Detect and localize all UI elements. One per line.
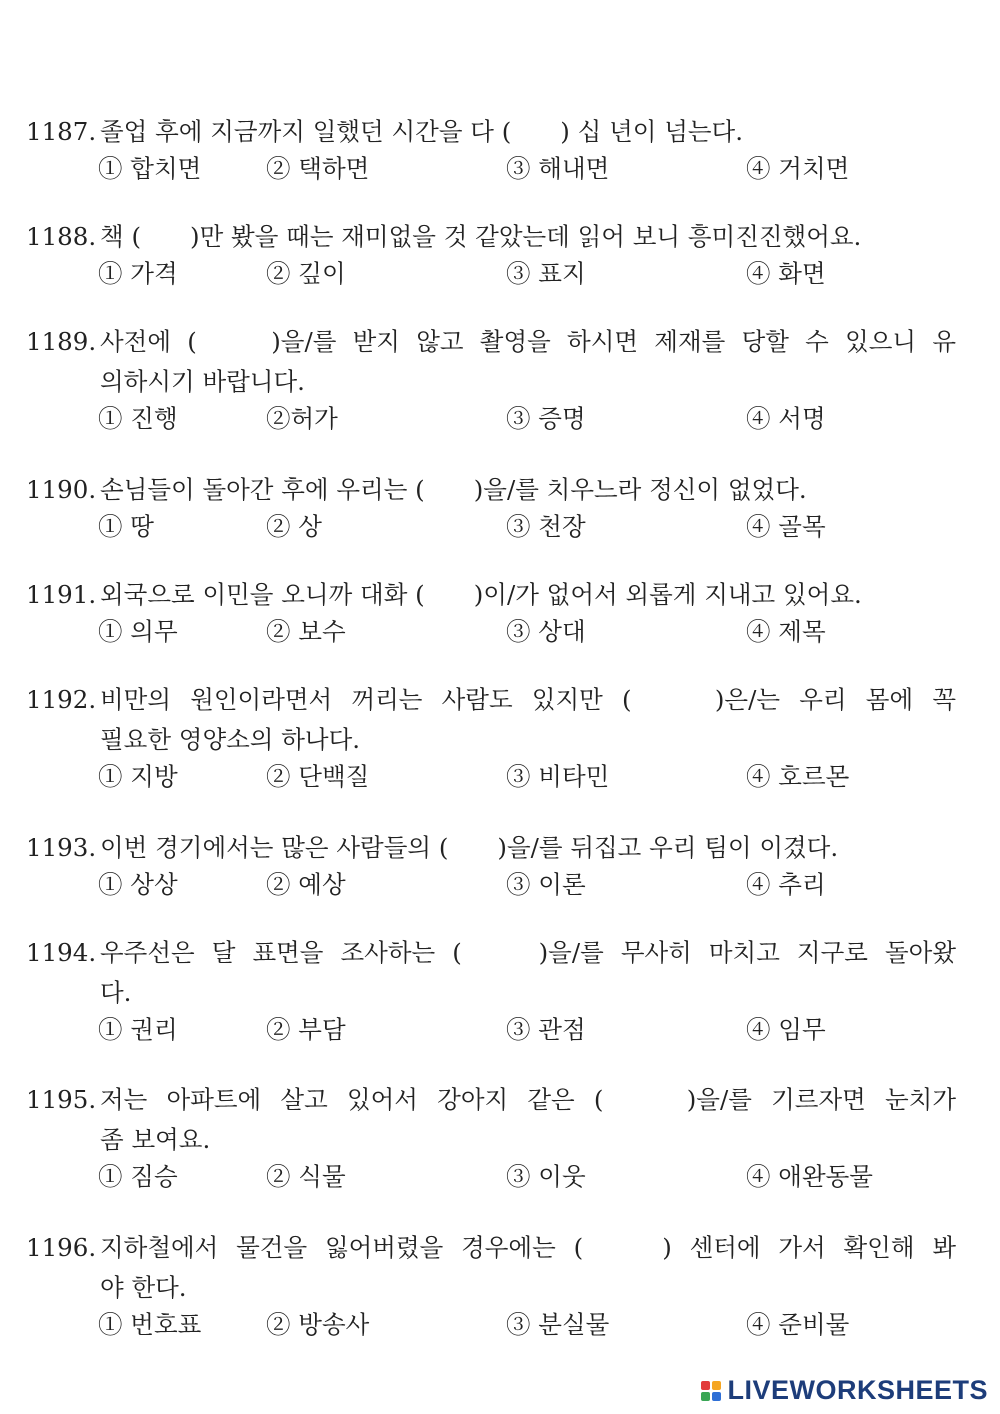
question-line [26, 217, 956, 257]
answer-option-4[interactable]: ④ 골목 [746, 512, 826, 541]
question-line [26, 470, 956, 510]
answer-option-4[interactable]: ④ 제목 [746, 617, 826, 646]
answer-option-3[interactable]: ③ 해내면 [506, 154, 610, 183]
question-number: 1190. [26, 475, 97, 504]
question-item [26, 322, 956, 439]
answer-options [26, 254, 956, 294]
answer-option-2[interactable]: ②허가 [266, 404, 338, 433]
answer-option-3[interactable]: ③ 표지 [506, 259, 586, 288]
answer-option-2[interactable]: ② 깊이 [266, 259, 346, 288]
answer-option-3[interactable]: ③ 증명 [506, 404, 586, 433]
answer-options [26, 507, 956, 547]
question-line-continued [26, 1268, 956, 1308]
question-line-continued [26, 973, 956, 1013]
answer-option-1[interactable]: ① 번호표 [98, 1310, 202, 1339]
question-text: 책 ( )만 봤을 때는 재미없을 것 같았는데 읽어 보니 흥미진진했어요. [100, 222, 862, 251]
answer-option-2[interactable]: ② 식물 [266, 1162, 346, 1191]
logo-square-blue [712, 1392, 721, 1401]
answer-options [26, 1157, 956, 1197]
question-text: 손님들이 돌아간 후에 우리는 ( )을/를 치우느라 정신이 없었다. [100, 475, 807, 504]
question-number: 1187. [26, 117, 97, 146]
answer-option-2[interactable]: ② 보수 [266, 617, 346, 646]
answer-options [26, 757, 956, 797]
question-text: 외국으로 이민을 오니까 대화 ( )이/가 없어서 외롭게 지내고 있어요. [100, 580, 862, 609]
question-item [26, 470, 956, 547]
question-number: 1196. [26, 1233, 97, 1262]
answer-option-3[interactable]: ③ 이웃 [506, 1162, 586, 1191]
question-line-continued [26, 720, 956, 760]
answer-option-1[interactable]: ① 합치면 [98, 154, 202, 183]
answer-option-4[interactable]: ④ 호르몬 [746, 762, 850, 791]
question-line [26, 1080, 956, 1120]
question-text: 다. [100, 978, 132, 1007]
answer-option-3[interactable]: ③ 분실물 [506, 1310, 610, 1339]
question-text: 지하철에서 물건을 잃어버렸을 경우에는 ( ) 센터에 가서 확인해 봐 [100, 1233, 956, 1262]
answer-options [26, 612, 956, 652]
question-line [26, 828, 956, 868]
answer-option-1[interactable]: ① 가격 [98, 259, 178, 288]
question-item [26, 1080, 956, 1197]
question-text: 야 한다. [100, 1273, 187, 1302]
question-text: 필요한 영양소의 하나다. [100, 725, 361, 754]
answer-option-4[interactable]: ④ 화면 [746, 259, 826, 288]
question-number: 1188. [26, 222, 97, 251]
liveworksheets-logo-icon [701, 1381, 721, 1401]
liveworksheets-logo [701, 1375, 988, 1406]
answer-option-3[interactable]: ③ 관점 [506, 1015, 586, 1044]
answer-options [26, 399, 956, 439]
question-text: 사전에 ( )을/를 받지 않고 촬영을 하시면 제재를 당할 수 있으니 유 [100, 327, 956, 356]
question-number: 1194. [26, 938, 97, 967]
question-line-continued [26, 1120, 956, 1160]
answer-option-3[interactable]: ③ 상대 [506, 617, 586, 646]
answer-option-1[interactable]: ① 상상 [98, 870, 178, 899]
answer-option-1[interactable]: ① 진행 [98, 404, 178, 433]
question-number: 1192. [26, 685, 97, 714]
answer-option-2[interactable]: ② 방송사 [266, 1310, 370, 1339]
question-line [26, 322, 956, 362]
question-line [26, 575, 956, 615]
answer-option-2[interactable]: ② 예상 [266, 870, 346, 899]
answer-option-2[interactable]: ② 택하면 [266, 154, 370, 183]
question-item [26, 1228, 956, 1345]
answer-option-1[interactable]: ① 권리 [98, 1015, 178, 1044]
answer-option-4[interactable]: ④ 서명 [746, 404, 826, 433]
answer-option-1[interactable]: ① 짐승 [98, 1162, 178, 1191]
liveworksheets-brand-text: LIVEWORKSHEETS [727, 1375, 988, 1405]
question-item [26, 575, 956, 652]
question-line-continued [26, 362, 956, 402]
answer-option-1[interactable]: ① 지방 [98, 762, 178, 791]
question-text: 비만의 원인이라면서 꺼리는 사람도 있지만 ( )은/는 우리 몸에 꼭 [100, 685, 956, 714]
answer-option-1[interactable]: ① 의무 [98, 617, 178, 646]
question-item [26, 680, 956, 797]
question-text: 졸업 후에 지금까지 일했던 시간을 다 ( ) 십 년이 넘는다. [100, 117, 743, 146]
question-text: 의하시기 바랍니다. [100, 367, 305, 396]
answer-option-4[interactable]: ④ 거치면 [746, 154, 850, 183]
question-text: 이번 경기에서는 많은 사람들의 ( )을/를 뒤집고 우리 팀이 이겼다. [100, 833, 839, 862]
question-item [26, 828, 956, 905]
logo-square-yellow [712, 1381, 721, 1390]
answer-option-4[interactable]: ④ 준비물 [746, 1310, 850, 1339]
answer-options [26, 1010, 956, 1050]
logo-square-green [701, 1392, 710, 1401]
question-number: 1195. [26, 1085, 97, 1114]
answer-option-1[interactable]: ① 땅 [98, 512, 154, 541]
question-number: 1191. [26, 580, 97, 609]
answer-option-3[interactable]: ③ 이론 [506, 870, 586, 899]
answer-options [26, 149, 956, 189]
question-text: 좀 보여요. [100, 1125, 211, 1154]
question-line [26, 680, 956, 720]
answer-option-4[interactable]: ④ 임무 [746, 1015, 826, 1044]
question-number: 1193. [26, 833, 97, 862]
question-line [26, 1228, 956, 1268]
answer-option-2[interactable]: ② 상 [266, 512, 322, 541]
answer-options [26, 1305, 956, 1345]
question-text: 우주선은 달 표면을 조사하는 ( )을/를 무사히 마치고 지구로 돌아왔 [100, 938, 956, 967]
question-text: 저는 아파트에 살고 있어서 강아지 같은 ( )을/를 기르자면 눈치가 [100, 1085, 956, 1114]
question-item [26, 217, 956, 294]
answer-options [26, 865, 956, 905]
question-line [26, 933, 956, 973]
answer-option-4[interactable]: ④ 추리 [746, 870, 826, 899]
answer-option-3[interactable]: ③ 천장 [506, 512, 586, 541]
question-item [26, 112, 956, 189]
answer-option-2[interactable]: ② 부담 [266, 1015, 346, 1044]
question-line [26, 112, 956, 152]
answer-option-3[interactable]: ③ 비타민 [506, 762, 610, 791]
answer-option-2[interactable]: ② 단백질 [266, 762, 370, 791]
question-item [26, 933, 956, 1050]
answer-option-4[interactable]: ④ 애완동물 [746, 1162, 873, 1191]
logo-square-red [701, 1381, 710, 1390]
question-number: 1189. [26, 327, 97, 356]
